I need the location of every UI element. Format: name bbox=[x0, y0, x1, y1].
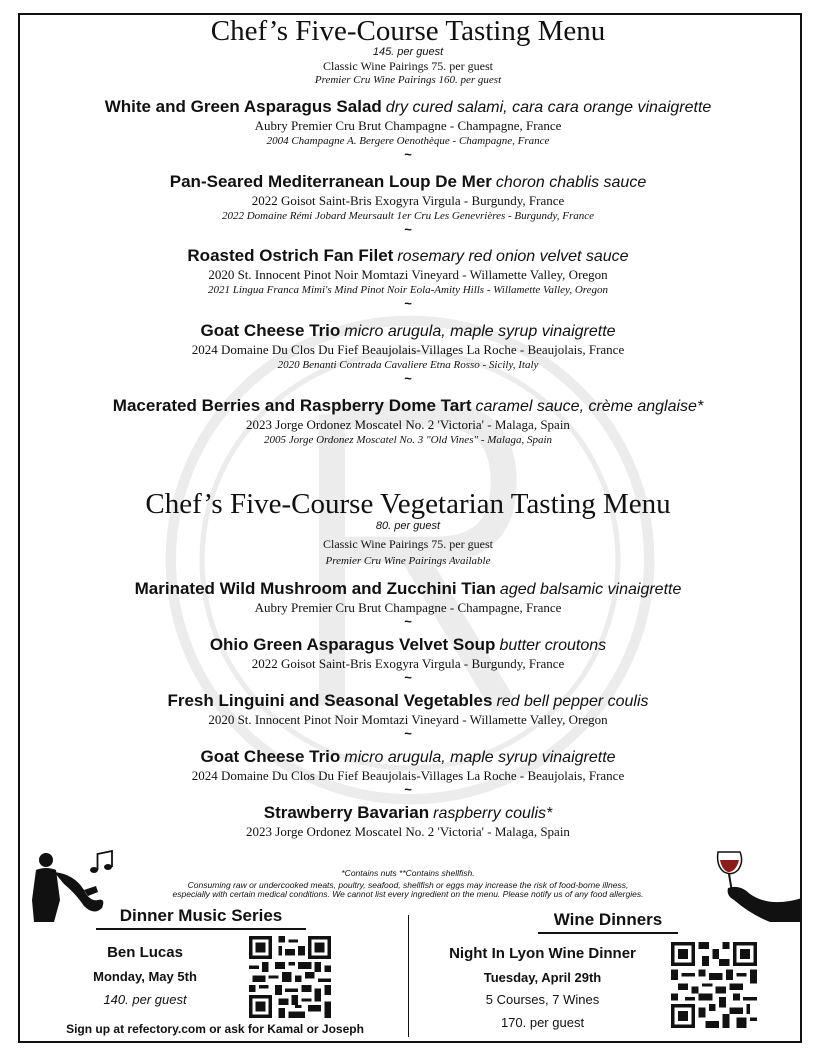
vegetarian-course-4 bbox=[0, 747, 816, 795]
classic-wine: Aubry Premier Cru Brut Champagne - Champagne, France bbox=[254, 600, 562, 615]
vegetarian-course-5 bbox=[0, 803, 816, 840]
tasting-course-5 bbox=[0, 396, 816, 448]
music-notes-icon bbox=[88, 850, 116, 876]
dinner-music-underline bbox=[96, 928, 306, 930]
premier-wine: 2022 Domaine Rémi Jobard Meursault 1er Cru Les Genevrières - Burgundy, France bbox=[221, 210, 595, 222]
premier-wine: 2005 Jorge Ordonez Moscatel No. 3 "Old Vines" - Malaga, Spain bbox=[263, 434, 553, 446]
premier-wine: 2020 Benanti Contrada Cavaliere Etna Rosso - Sicily, Italy bbox=[277, 359, 539, 371]
course-separator: ~ bbox=[404, 726, 412, 741]
classic-wine: Aubry Premier Cru Brut Champagne - Champagne, France bbox=[254, 118, 562, 133]
music-artist: Ben Lucas bbox=[107, 944, 183, 961]
course-separator: ~ bbox=[404, 296, 412, 311]
dish-name: Roasted Ostrich Fan Filet bbox=[187, 246, 394, 265]
tasting-premier-pairing: Premier Cru Wine Pairings 160. per guest bbox=[314, 74, 502, 86]
wine-dinner-courses: 5 Courses, 7 Wines bbox=[485, 992, 600, 1007]
tasting-price: 145. per guest bbox=[372, 46, 444, 58]
classic-wine: 2024 Domaine Du Clos Du Fief Beaujolais-Villages La Roche - Beaujolais, France bbox=[191, 768, 625, 783]
course-separator: ~ bbox=[404, 614, 412, 629]
vegetarian-course-2 bbox=[0, 635, 816, 683]
dish-description: aged balsamic vinaigrette bbox=[499, 581, 682, 598]
dish-description: rosemary red onion velvet sauce bbox=[397, 248, 629, 265]
wine-dinner-event: Night In Lyon Wine Dinner bbox=[449, 945, 636, 962]
course-separator: ~ bbox=[404, 222, 412, 237]
course-separator: ~ bbox=[404, 670, 412, 685]
dinner-music-heading: Dinner Music Series bbox=[119, 906, 283, 925]
classic-wine: 2022 Goisot Saint-Bris Exogyra Virgula - Burgundy, France bbox=[251, 656, 565, 671]
dish-name: Macerated Berries and Raspberry Dome Tart bbox=[112, 396, 472, 415]
dish-description: caramel sauce, crème anglaise* bbox=[475, 398, 704, 415]
qr-code-icon[interactable] bbox=[671, 942, 757, 1028]
dish-name: Ohio Green Asparagus Velvet Soup bbox=[209, 635, 496, 654]
vegetarian-premier-pairing: Premier Cru Wine Pairings Available bbox=[325, 555, 491, 567]
dish-description: micro arugula, maple syrup vinaigrette bbox=[344, 749, 616, 766]
classic-wine: 2023 Jorge Ordonez Moscatel No. 2 'Victoria' - Malaga, Spain bbox=[246, 824, 570, 839]
vegetarian-course-3 bbox=[0, 691, 816, 739]
dish-name: Goat Cheese Trio bbox=[200, 321, 341, 340]
dish-description: butter croutons bbox=[499, 637, 607, 654]
tasting-course-2 bbox=[0, 172, 816, 235]
classic-wine: 2022 Goisot Saint-Bris Exogyra Virgula - Burgundy, France bbox=[251, 193, 565, 208]
vegetarian-classic-pairing: Classic Wine Pairings 75. per guest bbox=[323, 537, 493, 551]
wine-glass-hand-icon bbox=[710, 848, 802, 922]
food-warning-line1: Consuming raw or undercooked meats, poultry, seafood, shellfish or eggs may increase the risk of food-borne illness, bbox=[187, 880, 629, 890]
dish-name: Marinated Wild Mushroom and Zucchini Tian bbox=[134, 579, 496, 598]
dish-description: red bell pepper coulis bbox=[496, 693, 649, 710]
vegetarian-menu-title: Chef’s Five-Course Vegetarian Tasting Menu bbox=[145, 488, 671, 520]
tasting-course-4 bbox=[0, 321, 816, 384]
dish-name: Fresh Linguini and Seasonal Vegetables bbox=[167, 691, 493, 710]
tasting-classic-pairing: Classic Wine Pairings 75. per guest bbox=[323, 59, 493, 73]
music-date: Monday, May 5th bbox=[93, 969, 197, 984]
dish-name: Goat Cheese Trio bbox=[200, 747, 341, 766]
dish-description: micro arugula, maple syrup vinaigrette bbox=[344, 323, 616, 340]
dish-description: choron chablis sauce bbox=[495, 174, 647, 191]
dish-description: dry cured salami, cara cara orange vinaigrette bbox=[385, 99, 712, 116]
dish-name: Strawberry Bavarian bbox=[263, 803, 430, 822]
classic-wine: 2023 Jorge Ordonez Moscatel No. 2 'Victoria' - Malaga, Spain bbox=[246, 417, 570, 432]
music-signup: Sign up at refectory.com or ask for Kamal or Joseph bbox=[66, 1022, 364, 1036]
tasting-course-3 bbox=[0, 246, 816, 309]
classic-wine: 2020 St. Innocent Pinot Noir Momtazi Vineyard - Willamette Valley, Oregon bbox=[208, 712, 608, 727]
vegetarian-price: 80. per guest bbox=[375, 520, 441, 532]
classic-wine: 2020 St. Innocent Pinot Noir Momtazi Vineyard - Willamette Valley, Oregon bbox=[208, 267, 608, 282]
classic-wine: 2024 Domaine Du Clos Du Fief Beaujolais-Villages La Roche - Beaujolais, France bbox=[191, 342, 625, 357]
qr-code-icon[interactable] bbox=[249, 936, 331, 1018]
music-price: 140. per guest bbox=[103, 992, 187, 1007]
dish-description: raspberry coulis* bbox=[433, 805, 553, 822]
tasting-menu-title: Chef’s Five-Course Tasting Menu bbox=[210, 15, 606, 47]
dish-name: White and Green Asparagus Salad bbox=[104, 97, 382, 116]
food-warning-line2: especially with certain medical conditions. We cannot list every ingredient on the menu. Please notify us of any food allergies. bbox=[172, 889, 644, 899]
tasting-course-1 bbox=[0, 97, 816, 160]
course-separator: ~ bbox=[404, 147, 412, 162]
vegetarian-course-1 bbox=[0, 579, 816, 627]
section-divider bbox=[408, 915, 409, 1037]
course-separator: ~ bbox=[404, 782, 412, 797]
course-separator: ~ bbox=[404, 371, 412, 386]
wine-dinners-heading: Wine Dinners bbox=[553, 910, 663, 929]
wine-dinner-date: Tuesday, April 29th bbox=[483, 970, 602, 985]
wine-dinner-price: 170. per guest bbox=[500, 1015, 585, 1030]
wine-dinners-underline bbox=[538, 932, 678, 934]
premier-wine: 2021 Lingua Franca Mimi's Mind Pinot Noir Eola-Amity Hills - Willamette Valley, Oregon bbox=[207, 284, 609, 296]
allergen-notes: *Contains nuts **Contains shellfish. bbox=[341, 868, 475, 878]
dish-name: Pan-Seared Mediterranean Loup De Mer bbox=[169, 172, 492, 191]
premier-wine: 2004 Champagne A. Bergere Oenothèque - Champagne, France bbox=[266, 135, 550, 147]
